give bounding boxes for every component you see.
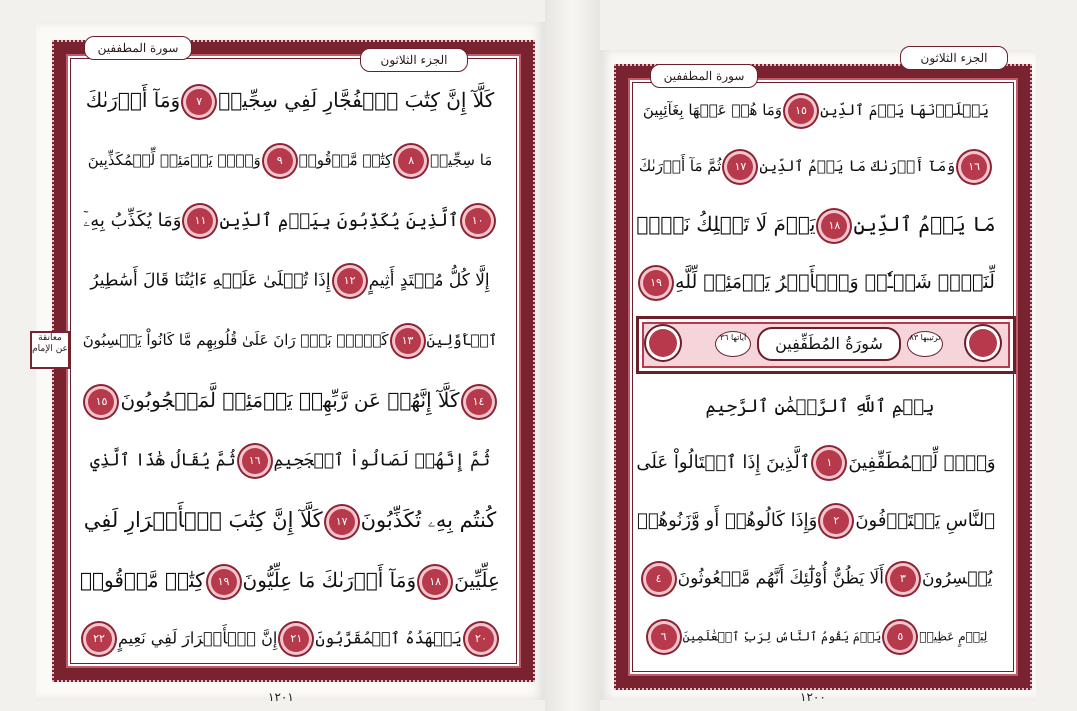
verse-text: كِتَٰبٞ مَّرۡقُومٞ [80,568,205,592]
verse-text: كَلَّاۖ بَلۡۜ رَانَ عَلَىٰ قُلُوبِهِم مَّا كَانُواْ يَكۡسِبُونَ [82,331,389,349]
verse-text: كَلَّآ إِنَّ كِتَٰبَ ٱلۡأَبۡرَارِ لَفِي [83,508,323,532]
ayah-number-medallion: ٥ [887,624,913,650]
verse-text: مَا يَوۡمُ ٱلدِّينِ [853,212,996,236]
left-line-10 [80,626,500,652]
verse-text: وَمَآ أَدۡرَىٰكَ مَا يَوۡمُ ٱلدِّينِ [759,157,956,175]
ayah-number-medallion: ٢ [823,508,849,534]
left-header-surah: سورة المطففين [84,36,192,60]
ayah-number-medallion: ٨ [398,148,424,174]
right-page-number: ١٢٠٠ [800,690,826,704]
ayah-number-medallion: ٣ [890,566,916,592]
ayah-number-medallion: ١٣ [395,328,421,354]
right-header-surah: سورة المطففين [650,64,758,88]
ayah-number-medallion: ١٩ [643,270,669,296]
right-line-4 [636,270,996,296]
banner-ornament-right [969,329,997,357]
verse-text: ثُمَّ إِنَّهُمۡ لَصَالُواْ ٱلۡجَحِيمِ [273,450,491,471]
verse-text: لِيَوۡمٍ عَظِيمٖ [919,629,988,644]
ayah-number-medallion: ٢٠ [468,626,494,652]
verse-text: وَمَا يُكَذِّبُ بِهِۦٓ [83,210,182,231]
ayah-number-medallion: ١٥ [88,389,114,415]
verse-text: ٱلَّذِينَ إِذَا ٱكۡتَالُواْ عَلَى [636,452,811,473]
verse-text: ثُمَّ يُقَالُ هَٰذَا ٱلَّذِي [89,450,236,471]
verse-text: وَمَآ أَدۡرَىٰكَ مَا عِلِّيُّونَ [242,568,417,592]
ayah-number-medallion: ٩ [267,148,293,174]
right-line-2 [636,154,996,180]
right-line-5 [636,450,996,476]
verse-text: وَيۡلٞ يَوۡمَئِذٖ لِّلۡمُكَذِّبِينَ [87,151,261,169]
left-line-7 [80,448,500,474]
verse-text: وَمَا هُمۡ عَنۡهَا بِغَآئِبِينَ [642,101,783,119]
verse-text: يَوۡمَ يَقُومُ ٱلنَّاسُ لِرَبِّ ٱلۡعَٰلَمِينَ [682,629,882,644]
verse-text: وَإِذَا كَالُوهُمۡ أَو وَّزَنُوهُمۡ [637,510,818,531]
right-line-3 [636,212,996,239]
ayah-number-medallion: ٧ [186,89,212,115]
verse-text: يَصۡلَوۡنَهَا يَوۡمَ ٱلدِّينِ [820,101,990,119]
ayah-number-medallion: ١٨ [422,569,448,595]
verse-text: يَوۡمَ لَا تَمۡلِكُ نَفۡسٞ [636,212,816,236]
left-line-2 [80,148,500,174]
verse-text: كِتَٰبٞ مَّرۡقُومٞ [298,151,393,169]
left-line-5 [80,328,500,354]
right-line-8 [636,624,996,650]
left-line-8 [80,508,500,535]
verse-text: يُخۡسِرُونَ [921,568,993,589]
verse-text: أَلَا يَظُنُّ أُوْلَٰٓئِكَ أَنَّهُم مَّبۡعُوثُونَ [677,568,884,589]
right-line-6 [636,508,996,534]
verse-text: إِذَا تُتۡلَىٰ عَلَيۡهِ ءَايَٰتُنَا قَالَ أَسَٰطِيرُ [90,270,331,291]
verse-text: ثُمَّ مَآ أَدۡرَىٰكَ [638,157,722,175]
verse-text: لِّنَفۡسٖ شَيۡـٔٗاۖ وَٱلۡأَمۡرُ يَوۡمَئِذٖ لِّلَّهِ [675,271,995,293]
left-line-6 [80,388,500,415]
ayah-number-medallion: ١٥ [788,98,814,124]
verse-text: عِلِّيِّينَ [454,568,500,592]
ayah-number-medallion: ٢٢ [86,626,112,652]
left-header-juz: الجزء الثلاثون [360,48,468,72]
left-line-3 [80,208,500,234]
verse-text: ٱلنَّاسِ يَسۡتَوۡفُونَ [855,510,995,531]
left-line-9 [80,568,500,595]
verse-text: كَلَّآ إِنَّ كِتَٰبَ ٱلۡفُجَّارِ لَفِي سِجِّينٖ [218,88,495,112]
left-line-1 [80,88,500,115]
ayah-number-medallion: ١ [816,450,842,476]
verse-text: إِلَّا كُلُّ مُعۡتَدٍ أَثِيمٍ [368,270,490,291]
verse-text: مَا سِجِّينٞ [430,151,493,169]
ayah-number-medallion: ١٧ [329,509,355,535]
ayah-number-medallion: ١٦ [961,154,987,180]
ayah-number-medallion: ١٩ [211,569,237,595]
left-line-4 [80,268,500,294]
side-marker: معانقة عن الإمام [30,331,70,369]
left-page-number: ١٢٠١ [268,690,294,704]
surah-order: ترتيبها ٨٣ [907,331,943,357]
ayah-number-medallion: ٦ [651,624,677,650]
verse-text: وَمَآ أَدۡرَىٰكَ [85,88,181,112]
surah-title: سُورَةُ المُطَفِّفِين [757,327,901,361]
verse-text: كُنتُم بِهِۦ تُكَذِّبُونَ [360,508,497,532]
book-gutter [545,0,600,711]
verse-text: وَيۡلٞ لِّلۡمُطَفِّفِينَ [848,452,996,473]
verse-text: يَشۡهَدُهُ ٱلۡمُقَرَّبُونَ [315,628,462,648]
ayah-number-medallion: ١٨ [821,213,847,239]
basmala: بِسۡمِ ٱللَّهِ ٱلرَّحۡمَٰنِ ٱلرَّحِيمِ [705,396,935,417]
banner-ornament-left [649,329,677,357]
right-line-1 [636,98,996,124]
surah-verse-count: آياتها ٣٦ [715,331,751,357]
right-line-7 [636,566,996,592]
surah-title-banner [636,316,1016,374]
ayah-number-medallion: ١٦ [242,448,268,474]
verse-text: ٱلۡأَوَّلِينَ [426,331,498,349]
verse-text: كَلَّآ إِنَّهُمۡ عَن رَّبِّهِمۡ يَوۡمَئِذٖ لَّمَحۡجُوبُونَ [120,388,460,412]
ayah-number-medallion: ١٢ [337,268,363,294]
verse-text: إِنَّ ٱلۡأَبۡرَارَ لَفِي نَعِيمٍ [118,628,278,648]
ayah-number-medallion: ٤ [646,566,672,592]
ayah-number-medallion: ١١ [187,208,213,234]
right-header-juz: الجزء الثلاثون [900,46,1008,70]
ayah-number-medallion: ١٤ [466,389,492,415]
verse-text: ٱلَّذِينَ يُكَذِّبُونَ بِيَوۡمِ ٱلدِّينِ [219,210,459,231]
ayah-number-medallion: ١٠ [465,208,491,234]
ayah-number-medallion: ١٧ [727,154,753,180]
ayah-number-medallion: ٢١ [283,626,309,652]
